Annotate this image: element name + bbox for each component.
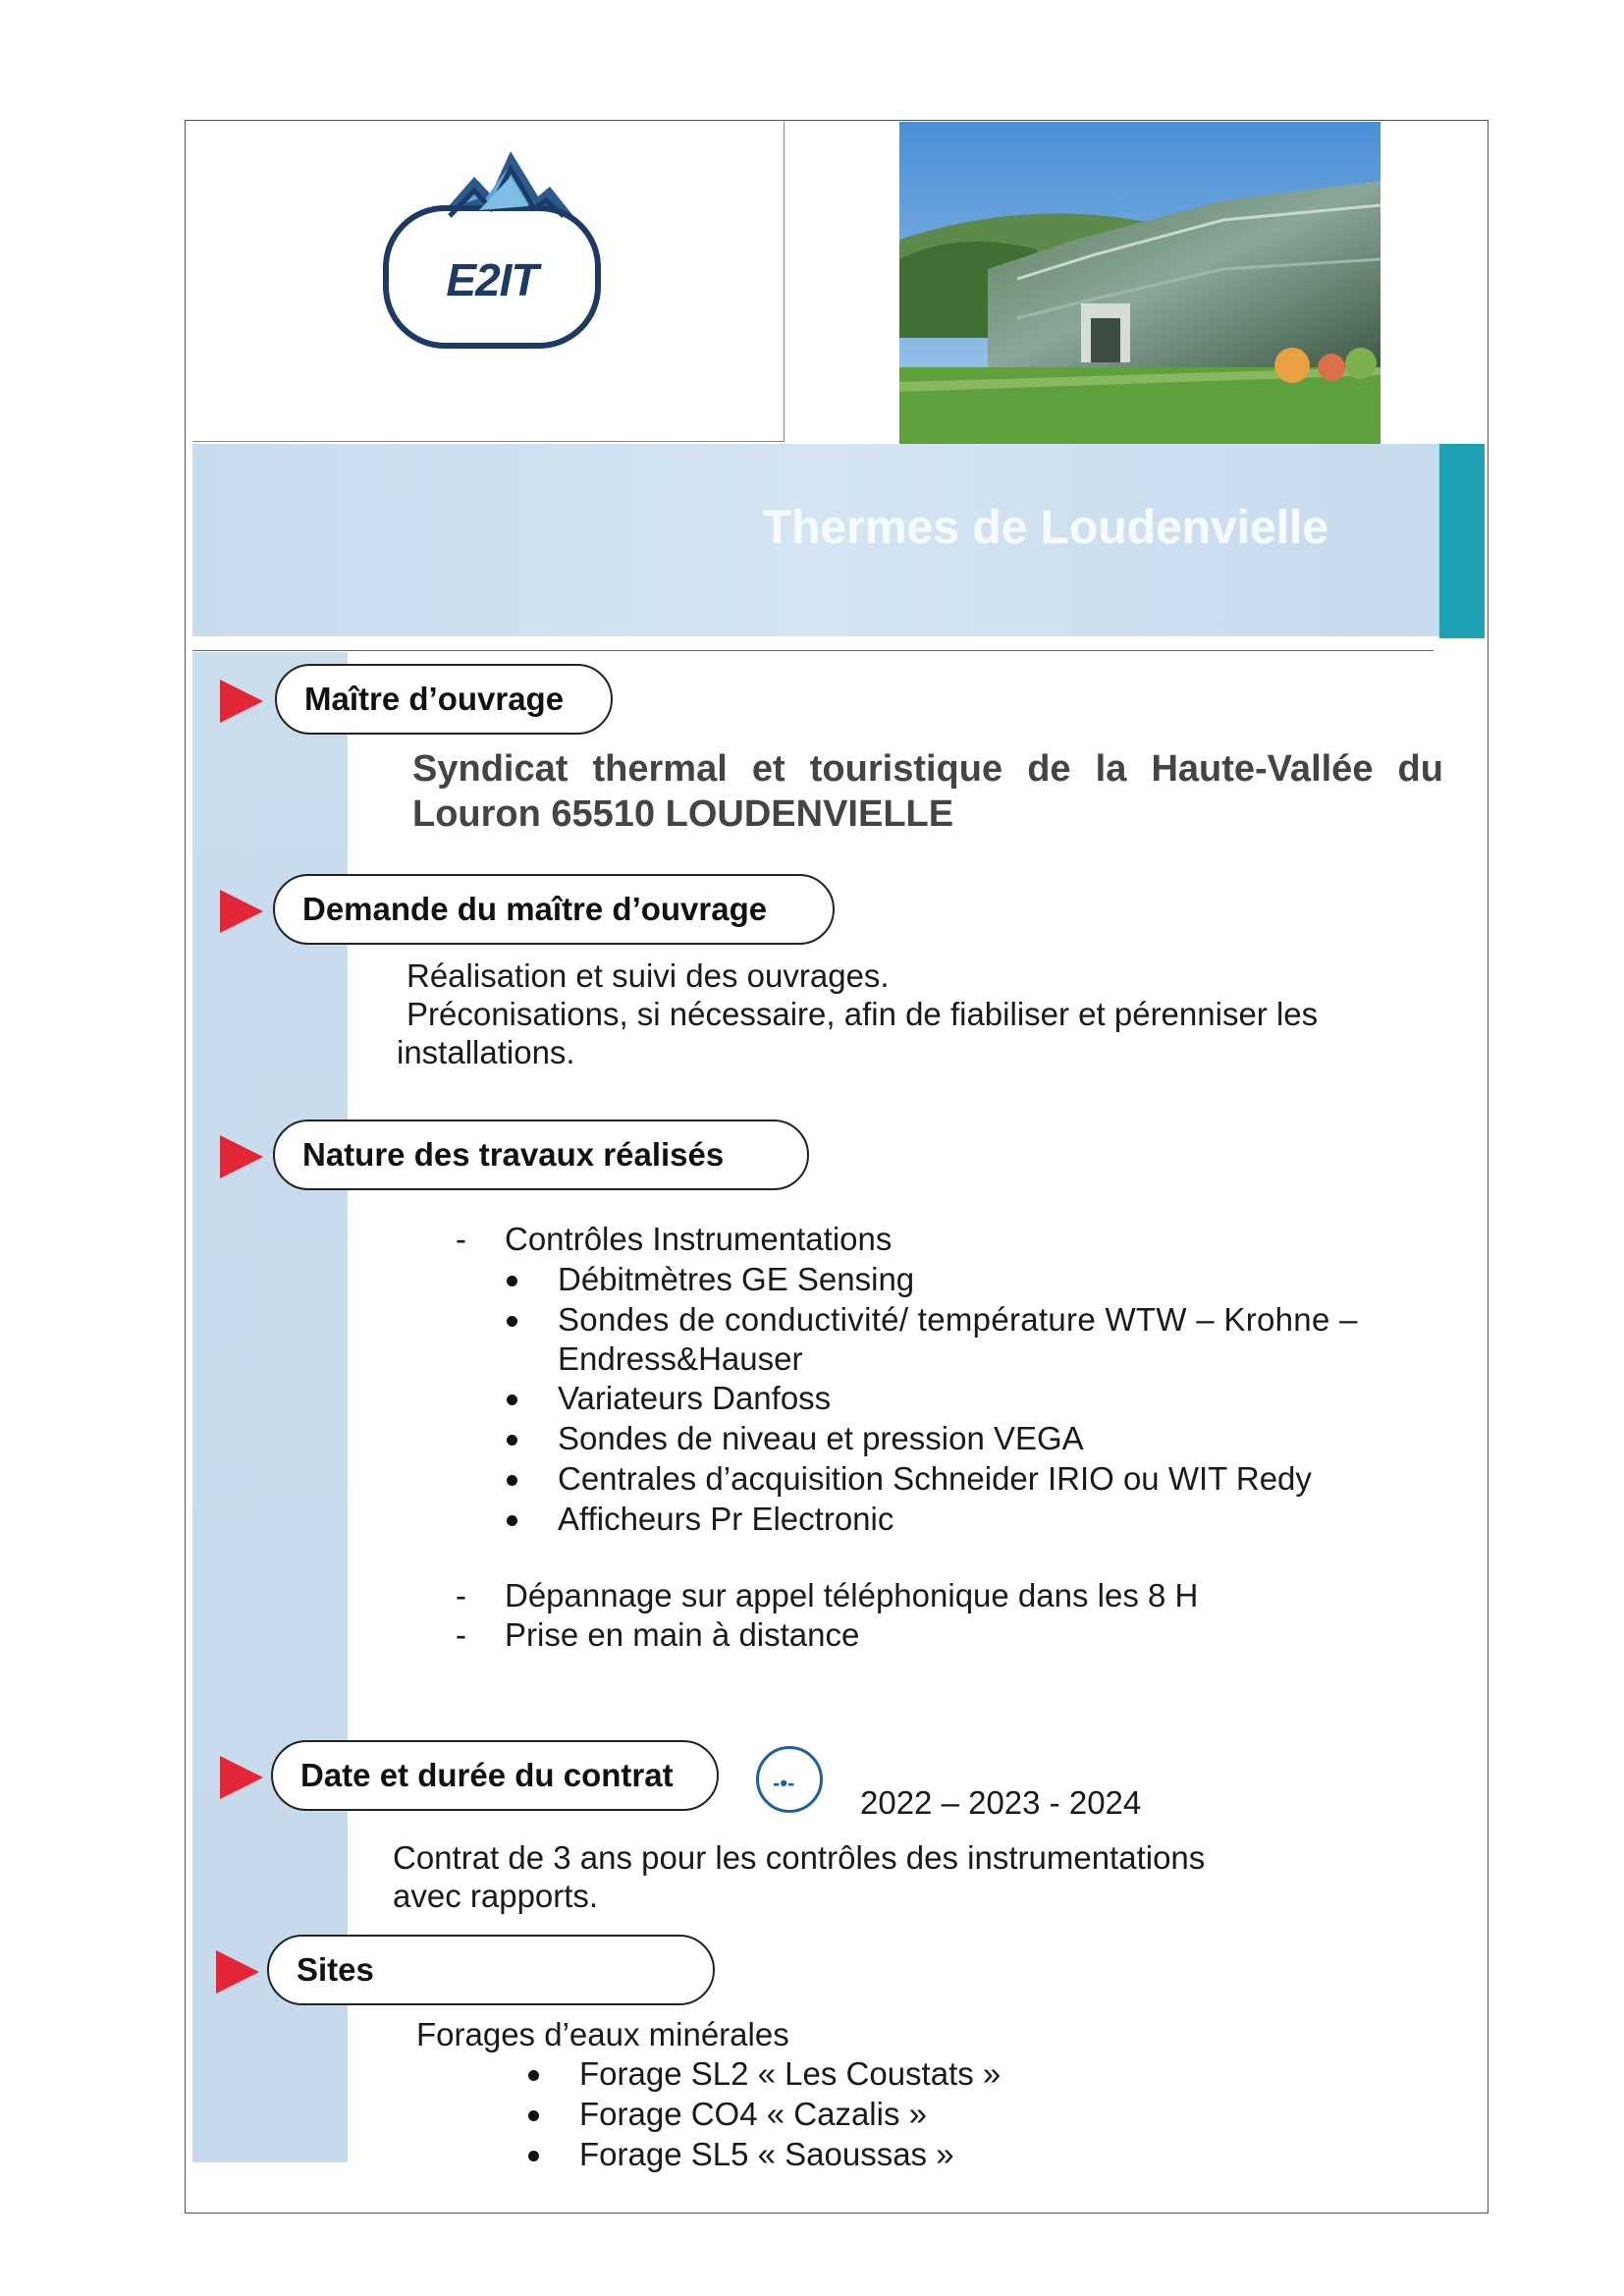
demande-line-1: Réalisation et suivi des ouvrages. <box>406 957 890 994</box>
e2it-logo <box>381 147 603 354</box>
demande-line-2: Préconisations, si nécessaire, afin de fiabiliser et pérenniser les <box>406 996 1319 1032</box>
nature-dash-2-text: Dépannage sur appel téléphonique dans les 8 H <box>505 1577 1199 1613</box>
contract-years: 2022 – 2023 - 2024 <box>860 1784 1142 1821</box>
section-label-date: Date et durée du contrat <box>271 1740 719 1811</box>
nature-dash-1-text: Contrôles Instrumentations <box>505 1221 893 1257</box>
maitre-text: Syndicat thermal et touristique de la Haute-Vallée du Louron 65510 LOUDENVIELLE <box>412 748 1443 835</box>
logo-text: E2IT <box>446 254 538 305</box>
nature-dash-3-text: Prise en main à distance <box>505 1616 860 1653</box>
title-band-accent <box>1439 444 1485 638</box>
date-line-2: avec rapports. <box>393 1878 599 1914</box>
section-arrow-icon <box>220 1756 263 1799</box>
list-item-continuation: Endress&Hauser <box>558 1340 803 1377</box>
section-arrow-icon <box>220 1135 263 1178</box>
mountain-logo-icon <box>381 147 603 354</box>
section-label-nature: Nature des travaux réalisés <box>273 1120 809 1190</box>
section-label-sites: Sites <box>267 1935 715 2005</box>
building-photo <box>899 122 1380 444</box>
arrow-circle-icon: -•- <box>756 1746 823 1813</box>
section-arrow-icon <box>216 1950 259 1994</box>
demande-line-3: installations. <box>397 1034 575 1070</box>
sites-intro: Forages d’eaux minérales <box>416 2016 789 2052</box>
section-label-demande: Demande du maître d’ouvrage <box>273 874 835 945</box>
page-title: Thermes de Loudenvielle <box>762 502 1329 554</box>
section-label-maitre: Maître d’ouvrage <box>275 664 613 735</box>
section-arrow-icon <box>220 890 263 933</box>
date-line-1: Contrat de 3 ans pour les contrôles des instrumentations <box>393 1839 1206 1876</box>
divider <box>192 650 1434 651</box>
section-arrow-icon <box>220 680 263 723</box>
